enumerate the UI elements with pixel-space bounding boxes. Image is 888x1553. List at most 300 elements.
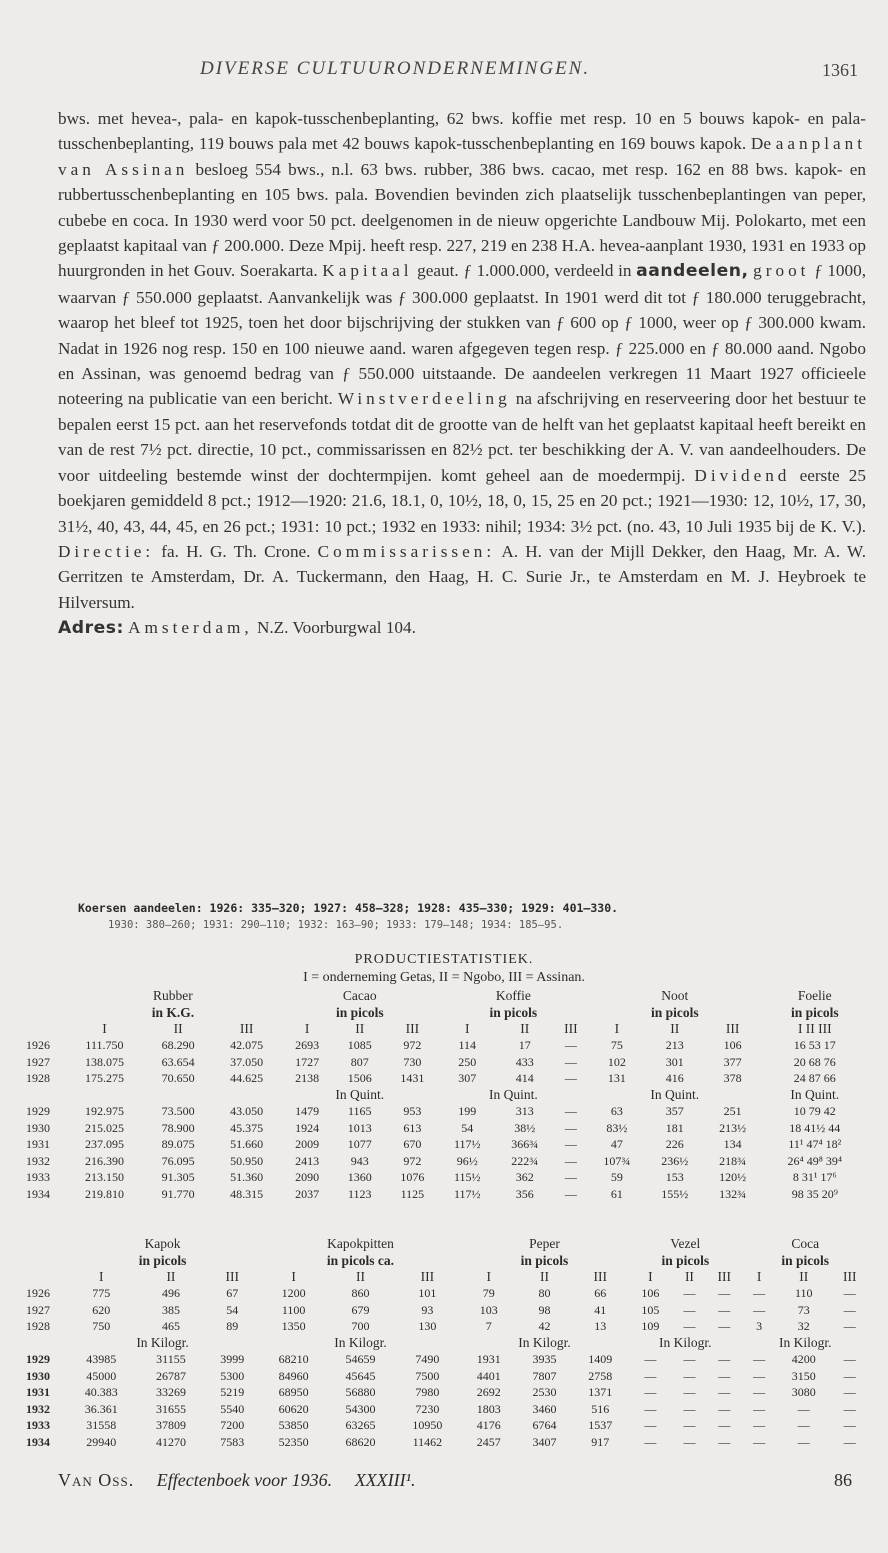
unit-change-label: In Kilogr. bbox=[334, 1335, 387, 1351]
value-cell: — bbox=[753, 1434, 766, 1449]
value-cell: 378 bbox=[723, 1071, 742, 1086]
unit-change-row bbox=[26, 1335, 868, 1352]
year-cell: 1927 bbox=[26, 1302, 50, 1317]
column-subhead: II bbox=[173, 1021, 183, 1037]
value-cell: 63.654 bbox=[161, 1054, 195, 1069]
value-cell: 114 bbox=[458, 1038, 477, 1053]
value-cell: 84960 bbox=[278, 1368, 309, 1383]
value-cell: 42 bbox=[538, 1319, 551, 1334]
value-cell: 972 bbox=[403, 1038, 422, 1053]
value-cell: 356 bbox=[515, 1186, 534, 1201]
year-cell: 1931 bbox=[26, 1385, 50, 1400]
table-row bbox=[26, 1054, 868, 1071]
group-header: Coca bbox=[791, 1236, 820, 1252]
table-row bbox=[26, 1434, 868, 1451]
text-run: fa. H. G. Th. Crone. bbox=[154, 541, 318, 561]
unit-change-label: In Quint. bbox=[790, 1087, 840, 1103]
column-subhead: II bbox=[684, 1269, 694, 1285]
value-cell: 465 bbox=[161, 1319, 180, 1334]
value-cell: 98 35 20⁹ bbox=[791, 1186, 838, 1201]
value-cell: 222¾ bbox=[511, 1153, 539, 1168]
value-cell: — bbox=[564, 1170, 577, 1185]
value-cell: 5219 bbox=[220, 1385, 245, 1400]
value-cell: 7230 bbox=[415, 1401, 440, 1416]
corner-cell bbox=[26, 1269, 65, 1286]
value-cell: 79 bbox=[482, 1286, 495, 1301]
value-cell: — bbox=[683, 1401, 696, 1416]
value-cell: 7 bbox=[485, 1319, 492, 1334]
table-row bbox=[26, 1319, 868, 1336]
value-cell: — bbox=[564, 1038, 577, 1053]
value-cell: 313 bbox=[515, 1104, 534, 1119]
value-cell: 11462 bbox=[412, 1434, 443, 1449]
year-cell: 1933 bbox=[26, 1418, 50, 1433]
value-cell: 414 bbox=[515, 1071, 534, 1086]
unit-header: in picols bbox=[520, 1252, 569, 1268]
value-cell: 2413 bbox=[295, 1153, 320, 1168]
value-cell: 68620 bbox=[345, 1434, 376, 1449]
column-subhead: III bbox=[843, 1269, 857, 1285]
value-cell: 1350 bbox=[281, 1319, 306, 1334]
group-header: Noot bbox=[661, 988, 689, 1004]
column-subhead: III bbox=[725, 1021, 740, 1037]
unit-header: in picols bbox=[335, 1004, 384, 1020]
value-cell: 101 bbox=[418, 1286, 437, 1301]
value-cell: 385 bbox=[161, 1302, 180, 1317]
value-cell: 3460 bbox=[532, 1401, 557, 1416]
spaced-heading-commissarissen: Commissarissen: bbox=[317, 541, 496, 561]
value-cell: — bbox=[683, 1286, 696, 1301]
value-cell: — bbox=[644, 1385, 657, 1400]
value-cell: — bbox=[564, 1186, 577, 1201]
footer-volume: XXXIII¹. bbox=[354, 1470, 416, 1490]
value-cell: 11¹ 47⁴ 18² bbox=[788, 1137, 842, 1152]
value-cell: — bbox=[843, 1302, 856, 1317]
value-cell: 102 bbox=[607, 1054, 626, 1069]
year-cell: 1932 bbox=[26, 1153, 50, 1168]
value-cell: 943 bbox=[350, 1153, 369, 1168]
value-cell: 130 bbox=[418, 1319, 437, 1334]
column-subhead: II bbox=[356, 1269, 365, 1285]
value-cell: 1924 bbox=[295, 1120, 320, 1135]
value-cell: 917 bbox=[591, 1434, 610, 1449]
text-run: eerste 25 boekjaren gemiddeld 8 pct.; 1912—1920: 21.6, 18.1, 0, 10½, 18, 0, 15, 25 en 20 pct.; 1921—1930: 12, 10½, 17, 30, 31½, 40, 43, 44, 45, en 26 pct.; 1931: 10 pct.; 1932 en 1933: nihil; 1934: 3½ pct. (no. 43, 10 Juli 1935 bij de K. V.). bbox=[58, 465, 866, 536]
value-cell: 42.075 bbox=[230, 1038, 264, 1053]
value-cell: 103 bbox=[479, 1302, 498, 1317]
unit-change-label: In Kilogr. bbox=[518, 1335, 571, 1351]
value-cell: 1085 bbox=[347, 1038, 372, 1053]
text-run: A. H. van der Mijll Dekker, den Haag, Mr. A. W. Gerritzen te Amsterdam, Dr. A. Tuckermann, den Haag, H. C. Surie Jr., te Amsterdam en M. J. Heybroek te Hilversum. bbox=[58, 541, 866, 612]
value-cell: — bbox=[683, 1352, 696, 1367]
column-subhead: II bbox=[520, 1021, 530, 1037]
value-cell: 32 bbox=[797, 1319, 810, 1334]
value-cell: 106 bbox=[641, 1286, 660, 1301]
value-cell: 52350 bbox=[278, 1434, 309, 1449]
value-cell: 219.810 bbox=[84, 1186, 124, 1201]
table-row bbox=[26, 1302, 868, 1319]
spaced-groot: groot bbox=[753, 261, 810, 281]
value-cell: 18 41½ 44 bbox=[789, 1120, 841, 1135]
value-cell: — bbox=[753, 1302, 766, 1317]
value-cell: 199 bbox=[458, 1104, 477, 1119]
value-cell: — bbox=[683, 1368, 696, 1383]
value-cell: — bbox=[683, 1418, 696, 1433]
value-cell: 807 bbox=[350, 1054, 369, 1069]
year-cell: 1926 bbox=[26, 1038, 50, 1053]
footer-author: Van Oss. bbox=[58, 1470, 135, 1490]
value-cell: 218¾ bbox=[719, 1153, 747, 1168]
year-cell: 1934 bbox=[26, 1434, 50, 1449]
value-cell: 115½ bbox=[454, 1170, 481, 1185]
value-cell: 105 bbox=[641, 1302, 660, 1317]
year-cell: 1934 bbox=[26, 1186, 50, 1201]
value-cell: 700 bbox=[351, 1319, 370, 1334]
value-cell: 83½ bbox=[606, 1120, 628, 1135]
value-cell: — bbox=[718, 1401, 731, 1416]
unit-change-label: In Quint. bbox=[335, 1087, 385, 1103]
value-cell: 59 bbox=[610, 1170, 623, 1185]
value-cell: — bbox=[753, 1286, 766, 1301]
running-title: DIVERSE CULTUURONDERNEMINGEN. bbox=[200, 58, 591, 79]
value-cell: 2009 bbox=[295, 1137, 320, 1152]
value-cell: — bbox=[753, 1418, 766, 1433]
value-cell: — bbox=[753, 1385, 766, 1400]
corner-cell bbox=[26, 1253, 65, 1270]
value-cell: 131 bbox=[607, 1071, 626, 1086]
column-subhead: I bbox=[98, 1269, 104, 1285]
value-cell: 153 bbox=[665, 1170, 684, 1185]
year-cell: 1930 bbox=[26, 1120, 50, 1135]
column-subhead: II bbox=[670, 1021, 680, 1037]
value-cell: 620 bbox=[92, 1302, 111, 1317]
value-cell: 3 bbox=[756, 1319, 763, 1334]
value-cell: 4401 bbox=[476, 1368, 501, 1383]
value-cell: 31655 bbox=[155, 1401, 186, 1416]
value-cell: — bbox=[564, 1153, 577, 1168]
value-cell: — bbox=[843, 1434, 856, 1449]
value-cell: — bbox=[718, 1385, 731, 1400]
value-cell: 1123 bbox=[347, 1186, 372, 1201]
value-cell: — bbox=[753, 1368, 766, 1383]
column-subhead: I bbox=[614, 1021, 620, 1037]
value-cell: 1125 bbox=[400, 1186, 425, 1201]
group-header: Koffie bbox=[495, 988, 531, 1004]
value-cell: 2692 bbox=[476, 1385, 501, 1400]
value-cell: 1165 bbox=[347, 1104, 372, 1119]
value-cell: 78.900 bbox=[161, 1120, 195, 1135]
value-cell: 1727 bbox=[295, 1054, 320, 1069]
value-cell: — bbox=[683, 1302, 696, 1317]
value-cell: 5300 bbox=[220, 1368, 245, 1383]
value-cell: 33269 bbox=[155, 1385, 186, 1400]
value-cell: 6764 bbox=[532, 1418, 557, 1433]
column-subhead: I bbox=[756, 1269, 762, 1285]
value-cell: 20 68 76 bbox=[793, 1054, 836, 1069]
value-cell: 213½ bbox=[719, 1120, 747, 1135]
value-cell: 1076 bbox=[400, 1170, 425, 1185]
value-cell: 307 bbox=[458, 1071, 477, 1086]
page-number: 1361 bbox=[822, 60, 858, 80]
value-cell: 416 bbox=[665, 1071, 684, 1086]
value-cell: 496 bbox=[161, 1286, 180, 1301]
unit-header: in picols bbox=[661, 1252, 710, 1268]
koersen-line-2: 1930: 380—260; 1931: 290—110; 1932: 163—90; 1933: 179—148; 1934: 185—95. bbox=[108, 919, 564, 931]
value-cell: 138.075 bbox=[84, 1054, 124, 1069]
value-cell: 37809 bbox=[155, 1418, 186, 1433]
table-row bbox=[26, 1286, 868, 1303]
value-cell: 1200 bbox=[281, 1286, 306, 1301]
year-cell: 1927 bbox=[26, 1054, 50, 1069]
production-table-1 bbox=[26, 988, 868, 1203]
year-cell: 1930 bbox=[26, 1368, 50, 1383]
value-cell: 41270 bbox=[155, 1434, 186, 1449]
group-header: Rubber bbox=[153, 988, 193, 1004]
group-header: Foelie bbox=[797, 988, 832, 1004]
column-subhead: II bbox=[355, 1021, 365, 1037]
value-cell: 89.075 bbox=[161, 1137, 195, 1152]
value-cell: 4200 bbox=[791, 1352, 816, 1367]
value-cell: 301 bbox=[665, 1054, 684, 1069]
value-cell: 1013 bbox=[347, 1120, 372, 1135]
value-cell: 1537 bbox=[588, 1418, 613, 1433]
address-label: Adres: bbox=[58, 618, 124, 639]
value-cell: 63 bbox=[610, 1104, 623, 1119]
value-cell: — bbox=[718, 1418, 731, 1433]
spaced-heading-kapitaal: Kapitaal bbox=[322, 261, 413, 281]
value-cell: — bbox=[644, 1368, 657, 1383]
value-cell: — bbox=[564, 1137, 577, 1152]
value-cell: — bbox=[718, 1302, 731, 1317]
value-cell: 43985 bbox=[86, 1352, 117, 1367]
value-cell: 2758 bbox=[588, 1368, 613, 1383]
value-cell: 7200 bbox=[220, 1418, 245, 1433]
unit-header-row bbox=[26, 1005, 868, 1022]
value-cell: 10950 bbox=[412, 1418, 443, 1433]
text-run: bws. met hevea-, pala- en kapok-tusschenbeplanting, 62 bws. koffie met resp. 10 en 5 bouws kapok- en pala-tusschenbeplanting, 119 bouws pala met 42 bouws kapok-tusschenbeplanting en 169 bouws kapok. De bbox=[58, 109, 866, 154]
table-row bbox=[26, 1418, 868, 1435]
table-row bbox=[26, 1385, 868, 1402]
value-cell: 89 bbox=[226, 1319, 239, 1334]
value-cell: 107¾ bbox=[603, 1153, 631, 1168]
value-cell: 120½ bbox=[719, 1170, 747, 1185]
group-header: Cacao bbox=[342, 988, 377, 1004]
value-cell: — bbox=[644, 1352, 657, 1367]
value-cell: 76.095 bbox=[161, 1153, 195, 1168]
value-cell: 2530 bbox=[532, 1385, 557, 1400]
value-cell: 13 bbox=[594, 1319, 607, 1334]
value-cell: 357 bbox=[665, 1104, 684, 1119]
unit-header-row bbox=[26, 1253, 868, 1270]
column-subhead: II bbox=[799, 1269, 809, 1285]
value-cell: — bbox=[683, 1319, 696, 1334]
value-cell: 2138 bbox=[295, 1071, 320, 1086]
column-subhead: III bbox=[225, 1269, 240, 1285]
value-cell: 73 bbox=[797, 1302, 810, 1317]
value-cell: — bbox=[644, 1418, 657, 1433]
value-cell: 670 bbox=[403, 1137, 422, 1152]
value-cell: — bbox=[843, 1368, 856, 1383]
value-cell: 860 bbox=[351, 1286, 370, 1301]
corner-cell bbox=[26, 988, 65, 1005]
unit-change-label: In Quint. bbox=[488, 1087, 538, 1103]
value-cell: — bbox=[564, 1071, 577, 1086]
address-paragraph bbox=[58, 615, 866, 641]
value-cell: 1371 bbox=[588, 1385, 613, 1400]
unit-change-label: In Kilogr. bbox=[136, 1335, 189, 1351]
value-cell: 155½ bbox=[661, 1186, 689, 1201]
value-cell: 66 bbox=[594, 1286, 607, 1301]
value-cell: 134 bbox=[723, 1137, 742, 1152]
value-cell: 31155 bbox=[156, 1352, 186, 1367]
unit-header: in picols bbox=[790, 1004, 839, 1020]
value-cell: 2037 bbox=[295, 1186, 320, 1201]
value-cell: 7500 bbox=[415, 1368, 440, 1383]
subhead-row bbox=[26, 1021, 868, 1038]
koersen-line-1: Koersen aandeelen: 1926: 335—320; 1927: 458—328; 1928: 435—330; 1929: 401—330. bbox=[78, 901, 619, 915]
year-cell: 1929 bbox=[26, 1352, 50, 1367]
value-cell: 111.750 bbox=[85, 1038, 124, 1053]
unit-header: in picols bbox=[489, 1004, 538, 1020]
column-subhead: I bbox=[486, 1269, 491, 1285]
value-cell: 5540 bbox=[220, 1401, 245, 1416]
value-cell: — bbox=[683, 1385, 696, 1400]
value-cell: — bbox=[843, 1352, 856, 1367]
value-cell: 98 bbox=[538, 1302, 551, 1317]
value-cell: 1506 bbox=[347, 1071, 372, 1086]
spaced-heading-dividend: Dividend bbox=[694, 465, 791, 485]
value-cell: 45645 bbox=[345, 1368, 376, 1383]
year-cell: 1926 bbox=[26, 1286, 50, 1301]
value-cell: 67 bbox=[226, 1286, 239, 1301]
value-cell: 68210 bbox=[278, 1352, 309, 1367]
value-cell: — bbox=[564, 1120, 577, 1135]
value-cell: 70.650 bbox=[161, 1071, 195, 1086]
column-subhead: I bbox=[102, 1021, 107, 1037]
spacer-cell bbox=[65, 1087, 281, 1104]
value-cell: — bbox=[718, 1368, 731, 1383]
value-cell: 26⁴ 49⁸ 39⁴ bbox=[787, 1153, 843, 1168]
value-cell: 1409 bbox=[588, 1352, 613, 1367]
table-row bbox=[26, 1104, 868, 1121]
value-cell: 63265 bbox=[345, 1418, 376, 1433]
value-cell: — bbox=[718, 1286, 731, 1301]
value-cell: 68950 bbox=[278, 1385, 309, 1400]
value-cell: 91.770 bbox=[161, 1186, 195, 1201]
address-city: Amsterdam, bbox=[128, 618, 253, 638]
value-cell: 73.500 bbox=[161, 1104, 195, 1119]
value-cell: 24 87 66 bbox=[793, 1071, 836, 1086]
value-cell: — bbox=[797, 1434, 810, 1449]
column-subhead: II bbox=[166, 1269, 176, 1285]
text-run: besloeg 554 bws., n.l. 63 bws. rubber, 386 bws. cacao, met resp. 162 en 88 bws. kapok- en rubbertusschenbeplanting en 105 bws. pala. Bovendien bevinden zich plaatselijk tusschenbeplantingen van peper, cubebe en coca. In 1930 werd voor 50 pct. deelgenomen in de nieuw opgerichte Landbouw Mij. Polokarto, met een geplaatst kapitaal van ƒ 200.000. Deze Mpij. heeft resp. 227, 219 en 238 H.A. hevea-aanplant 1930, 1931 en 1933 op huurgronden in het Gouv. Soerakarta. bbox=[58, 159, 866, 281]
column-subhead: I II III bbox=[797, 1021, 832, 1037]
value-cell: 7807 bbox=[532, 1368, 557, 1383]
value-cell: 1803 bbox=[476, 1401, 501, 1416]
value-cell: 236½ bbox=[661, 1153, 689, 1168]
column-subhead: III bbox=[239, 1021, 254, 1037]
group-header-row bbox=[26, 988, 868, 1005]
value-cell: 54 bbox=[226, 1302, 239, 1317]
column-subhead: III bbox=[420, 1269, 435, 1285]
body-text bbox=[58, 106, 866, 642]
value-cell: — bbox=[843, 1418, 856, 1433]
value-cell: — bbox=[644, 1401, 657, 1416]
value-cell: 192.975 bbox=[84, 1104, 124, 1119]
year-cell: 1928 bbox=[26, 1071, 50, 1086]
body-paragraph bbox=[58, 106, 866, 615]
value-cell: 45.375 bbox=[230, 1120, 264, 1135]
value-cell: 730 bbox=[403, 1054, 422, 1069]
value-cell: 60620 bbox=[278, 1401, 309, 1416]
value-cell: 29940 bbox=[86, 1434, 117, 1449]
page-header bbox=[0, 58, 888, 88]
value-cell: 54300 bbox=[345, 1401, 376, 1416]
value-cell: 2090 bbox=[295, 1170, 320, 1185]
column-subhead: I bbox=[291, 1269, 296, 1285]
value-cell: 215.025 bbox=[84, 1120, 124, 1135]
value-cell: 31558 bbox=[86, 1418, 117, 1433]
productie-subtitle: I = onderneming Getas, II = Ngobo, III = Assinan. bbox=[303, 970, 585, 985]
value-cell: 17 bbox=[518, 1038, 531, 1053]
value-cell: 36.361 bbox=[84, 1401, 118, 1416]
corner-cell bbox=[26, 1005, 65, 1022]
value-cell: 175.275 bbox=[84, 1071, 124, 1086]
value-cell: 250 bbox=[458, 1054, 477, 1069]
value-cell: 3150 bbox=[791, 1368, 816, 1383]
value-cell: 3080 bbox=[791, 1385, 816, 1400]
column-subhead: I bbox=[465, 1021, 470, 1037]
value-cell: 972 bbox=[403, 1153, 422, 1168]
value-cell: 237.095 bbox=[84, 1137, 124, 1152]
column-subhead: I bbox=[648, 1269, 653, 1285]
value-cell: 80 bbox=[538, 1286, 551, 1301]
value-cell: — bbox=[843, 1401, 856, 1416]
value-cell: 41 bbox=[594, 1302, 607, 1317]
value-cell: 433 bbox=[515, 1054, 534, 1069]
value-cell: — bbox=[797, 1418, 810, 1433]
value-cell: 613 bbox=[403, 1120, 422, 1135]
value-cell: 750 bbox=[92, 1319, 111, 1334]
value-cell: 516 bbox=[591, 1401, 610, 1416]
value-cell: 117½ bbox=[454, 1186, 481, 1201]
value-cell: 16 53 17 bbox=[793, 1038, 836, 1053]
bold-aandeelen: aandeelen, bbox=[636, 261, 749, 282]
value-cell: 132¾ bbox=[719, 1186, 747, 1201]
corner-cell bbox=[26, 1236, 65, 1253]
value-cell: 1479 bbox=[295, 1104, 320, 1119]
unit-header: in picols bbox=[781, 1252, 830, 1268]
table-row bbox=[26, 1352, 868, 1369]
year-cell: 1928 bbox=[26, 1319, 50, 1334]
value-cell: 37.050 bbox=[230, 1054, 264, 1069]
text-run: na afschrijving en reserveering door het bestuur te bepalen eerst 15 pct. aan het reservefonds totdat dit de grootte van de helft van het geplaatst kapitaal heeft bereikt en van de rest 7½ pct. directie, 10 pct., commissarissen en 82½ pct. ter beschikking der A. V. van aandeelhouders. De voor uitdeeling bestemde winst der dochtermpijen. komt geheel aan de moedermpij. bbox=[58, 389, 866, 485]
group-header-row bbox=[26, 1236, 868, 1253]
footer-book-title: Effectenboek voor 1936. bbox=[156, 1470, 333, 1490]
value-cell: — bbox=[797, 1401, 810, 1416]
value-cell: 51.360 bbox=[230, 1170, 264, 1185]
footer-signature: 86 bbox=[834, 1470, 852, 1490]
value-cell: — bbox=[718, 1352, 731, 1367]
unit-change-label: In Kilogr. bbox=[659, 1335, 712, 1351]
unit-header: in picols bbox=[650, 1004, 699, 1020]
value-cell: 213.150 bbox=[84, 1170, 124, 1185]
corner-cell bbox=[26, 1335, 65, 1352]
column-subhead: III bbox=[405, 1021, 420, 1037]
unit-header: in K.G. bbox=[151, 1004, 195, 1020]
value-cell: 10 79 42 bbox=[793, 1104, 836, 1119]
value-cell: 75 bbox=[610, 1038, 623, 1053]
value-cell: 7980 bbox=[415, 1385, 440, 1400]
